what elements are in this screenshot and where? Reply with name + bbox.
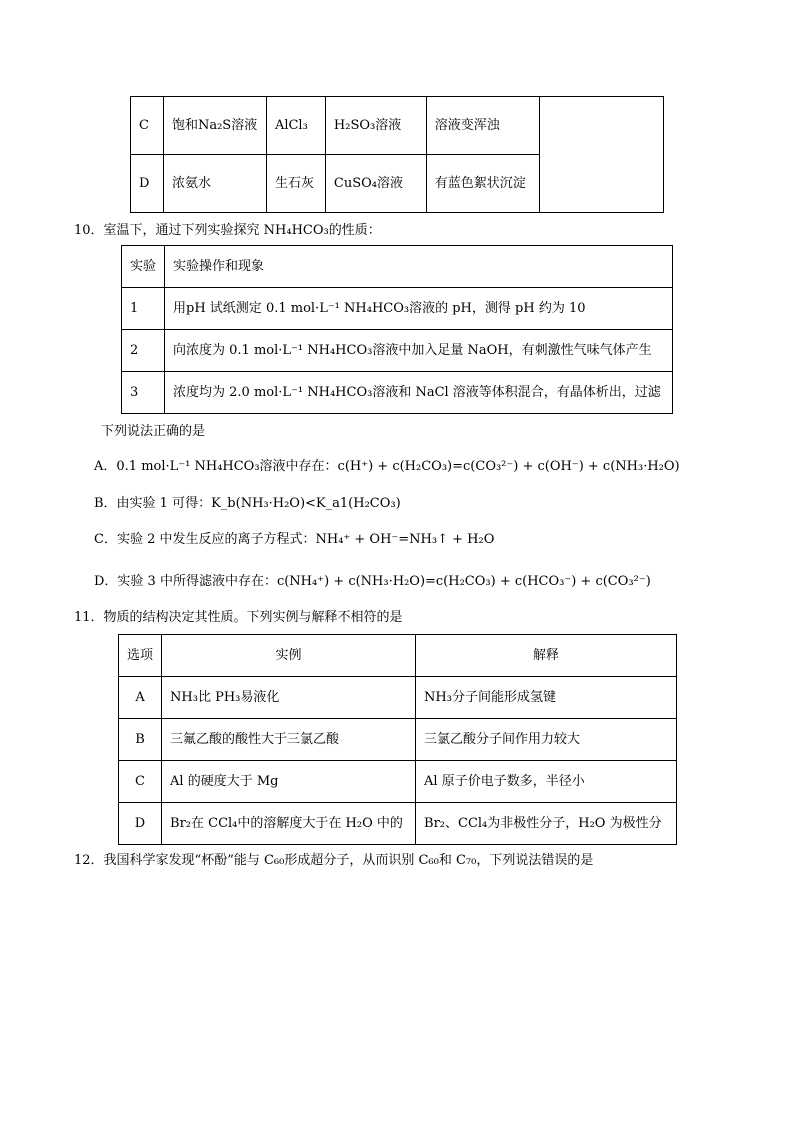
- table-cell: D: [119, 803, 162, 845]
- table-cell: C: [119, 761, 162, 803]
- table-cell: 2: [122, 330, 165, 372]
- table-cell: NH₃比 PH₃易液化: [162, 677, 416, 719]
- continued-options-table: [130, 96, 664, 213]
- table-cell: 三氟乙酸的酸性大于三氯乙酸: [162, 719, 416, 761]
- option-a: A．0.1 mol·L⁻¹ NH₄HCO₃溶液中存在：c(H⁺) + c(H₂CO₃)=c(CO₃²⁻) + c(OH⁻) + c(NH₃·H₂O): [94, 459, 680, 474]
- table-cell: H₂SO₃溶液: [325, 97, 426, 155]
- question-11-stem: 11．物质的结构决定其性质。下列实例与解释不相符的是: [74, 610, 403, 625]
- table-cell: NH₃分子间能形成氢键: [416, 677, 677, 719]
- table-cell: Al 的硬度大于 Mg: [162, 761, 416, 803]
- table-header: 实验操作和现象: [165, 246, 673, 288]
- q10-experiment-table: [121, 245, 673, 414]
- question-12-stem: 12．我国科学家发现“杯酚”能与 C₆₀形成超分子，从而识别 C₆₀和 C₇₀，下列说法错误的是: [74, 853, 594, 868]
- table-header: 解释: [416, 635, 677, 677]
- option-c: C．实验 2 中发生反应的离子方程式：NH₄⁺ + OH⁻=NH₃↑ + H₂O: [94, 532, 495, 547]
- q11-table: [118, 634, 677, 845]
- table-cell: 浓度均为 2.0 mol·L⁻¹ NH₄HCO₃溶液和 NaCl 溶液等体积混合，有晶体析出，过滤: [165, 372, 673, 414]
- table-cell: 用pH 试纸测定 0.1 mol·L⁻¹ NH₄HCO₃溶液的 pH，测得 pH 约为 10: [165, 288, 673, 330]
- table-cell: D: [131, 155, 164, 213]
- table-cell: Al 原子价电子数多，半径小: [416, 761, 677, 803]
- table-header: 实例: [162, 635, 416, 677]
- table-cell: AlCl₃: [266, 97, 325, 155]
- table-cell: 浓氨水: [163, 155, 266, 213]
- question-10-stem: 10．室温下，通过下列实验探究 NH₄HCO₃的性质：: [74, 223, 381, 238]
- table-cell: 溶液变浑浊: [426, 97, 539, 155]
- table-cell: CuSO₄溶液: [325, 155, 426, 213]
- table-cell: 三氯乙酸分子间作用力较大: [416, 719, 677, 761]
- table-cell: 饱和Na₂S溶液: [163, 97, 266, 155]
- table-cell: Br₂在 CCl₄中的溶解度大于在 H₂O 中的: [162, 803, 416, 845]
- option-b: B．由实验 1 可得：K_b(NH₃·H₂O)<K_a1(H₂CO₃): [94, 496, 401, 511]
- table-cell: 有蓝色絮状沉淀: [426, 155, 539, 213]
- table-cell: 1: [122, 288, 165, 330]
- table-cell: 3: [122, 372, 165, 414]
- table-cell: Br₂、CCl₄为非极性分子，H₂O 为极性分: [416, 803, 677, 845]
- question-10-prompt: 下列说法正确的是: [101, 424, 206, 439]
- option-d: D．实验 3 中所得滤液中存在：c(NH₄⁺) + c(NH₃·H₂O)=c(H₂CO₃) + c(HCO₃⁻) + c(CO₃²⁻): [94, 574, 651, 589]
- table-cell: [539, 97, 663, 213]
- table-cell: C: [131, 97, 164, 155]
- table-cell: 向浓度为 0.1 mol·L⁻¹ NH₄HCO₃溶液中加入足量 NaOH，有刺激性气味气体产生: [165, 330, 673, 372]
- table-header: 实验: [122, 246, 165, 288]
- table-cell: A: [119, 677, 162, 719]
- table-cell: B: [119, 719, 162, 761]
- table-header: 选项: [119, 635, 162, 677]
- table-cell: 生石灰: [266, 155, 325, 213]
